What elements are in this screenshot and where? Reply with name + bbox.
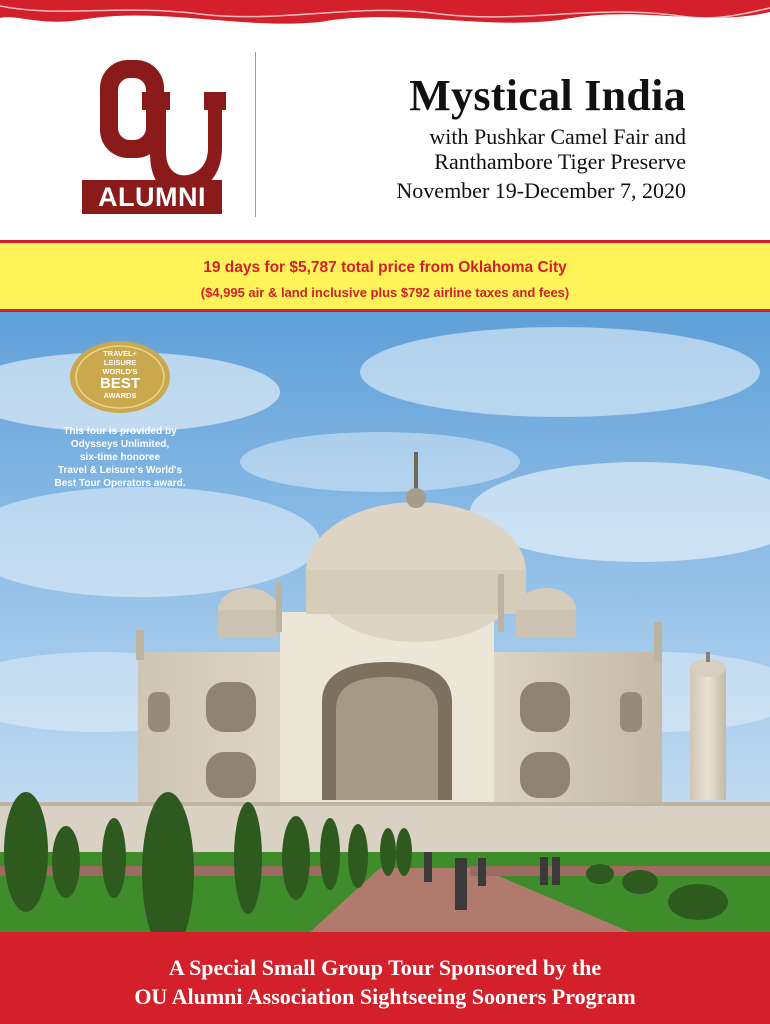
price-detail: ($4,995 air & land inclusive plus $792 airline taxes and fees) <box>200 285 570 300</box>
provider-note-line-1: This tour is provided by <box>63 426 177 437</box>
ou-alumni-wordmark: ALUMNI <box>82 180 222 214</box>
price-headline: 19 days for $5,787 total price from Oklahoma City <box>203 259 567 276</box>
top-red-wave-banner <box>0 0 770 30</box>
footer-line-1: A Special Small Group Tour Sponsored by the <box>168 955 602 980</box>
footer-banner <box>0 932 770 1024</box>
footer-line-2: OU Alumni Association Sightseeing Sooners Program <box>134 984 636 1009</box>
tour-dates: November 19-December 7, 2020 <box>396 178 686 203</box>
header-divider <box>255 52 256 217</box>
badge-line-1: TRAVEL+ <box>103 349 137 358</box>
provider-note <box>20 425 220 490</box>
page-title: Mystical India <box>409 71 686 120</box>
award-badge-text <box>68 349 172 400</box>
subtitle-line-2: Ranthambore Tiger Preserve <box>434 149 686 174</box>
provider-note-line-5: Best Tour Operators award. <box>54 478 186 489</box>
badge-line-3: WORLD'S <box>102 367 138 376</box>
subtitle-line-1: with Pushkar Camel Fair and <box>429 124 686 149</box>
badge-line-4: BEST <box>99 375 140 392</box>
provider-note-line-3: six-time honoree <box>79 452 161 463</box>
provider-note-line-4: Travel & Leisure's World's <box>57 465 183 476</box>
subtitle <box>429 124 686 174</box>
badge-line-2: LEISURE <box>103 358 137 367</box>
provider-note-line-2: Odysseys Unlimited, <box>70 439 170 450</box>
header <box>0 30 770 240</box>
price-banner <box>0 240 770 312</box>
badge-line-5: AWARDS <box>103 391 137 400</box>
